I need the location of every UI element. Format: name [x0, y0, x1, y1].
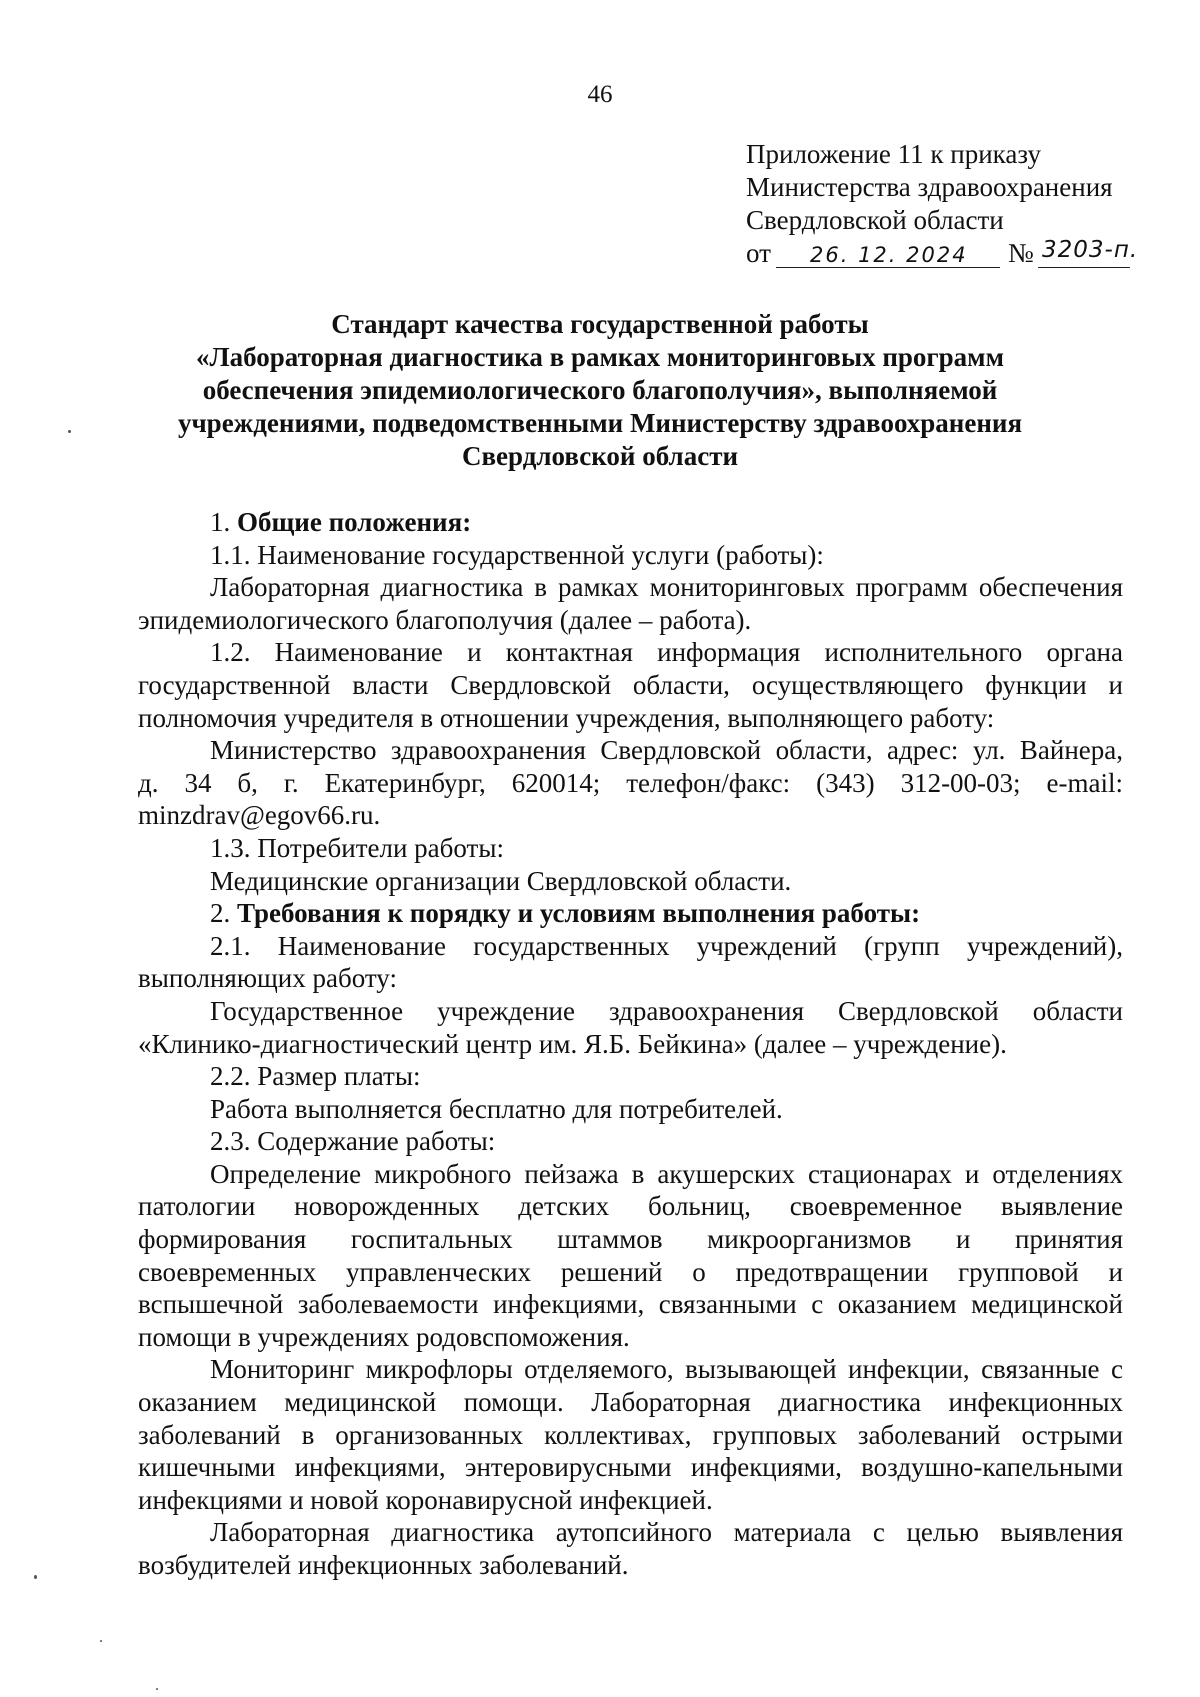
content-p1-line-6: помощи в учреждениях родовспоможения.: [138, 1321, 630, 1352]
section-2-heading: [138, 897, 1123, 930]
title-line-1: Стандарт качества государственной работы: [331, 309, 869, 339]
content-p3-line-1: Лабораторная диагностика аутопсийного материала с целью выявления: [210, 1517, 1123, 1548]
section-2-title: Требования к порядку и условиям выполнения работы:: [237, 898, 921, 929]
content-p3-line-2: возбудителей инфекционных заболеваний.: [138, 1550, 629, 1580]
item-1-2-line-1: 1.2. Наименование и контактная информация исполнительного органа: [210, 637, 1123, 668]
item-2-2-text: Работа выполняется бесплатно для потребителей.: [210, 1093, 783, 1124]
appendix-line-2: Министерства здравоохранения: [746, 172, 1113, 202]
content-p2-line-5: инфекциями и новой коронавирусной инфекцией.: [138, 1484, 713, 1515]
contact-line-1: Министерство здравоохранения Свердловской области, адрес: ул. Вайнера,: [210, 735, 1123, 766]
order-date: 26. 12. 2024: [810, 243, 968, 267]
content-p2-line-1: Мониторинг микрофлоры отделяемого, вызывающей инфекции, связанные с: [210, 1354, 1123, 1385]
content-p1-line-5: вспышечной заболеваемости инфекциями, связанными с оказанием медицинской: [138, 1289, 1123, 1320]
content-p1-line-2: патологии новорожденных детских больниц, своевременное выявление: [138, 1191, 1123, 1222]
scan-speck: [68, 430, 71, 433]
title-line-3: обеспечения эпидемиологического благополучия», выполняемой: [202, 375, 998, 405]
item-1-1-heading: 1.1. Наименование государственной услуги (работы):: [210, 539, 824, 570]
content-p2-line-2: оказанием медицинской помощи. Лабораторная диагностика инфекционных: [138, 1387, 1123, 1418]
scan-speck: [156, 1688, 158, 1690]
scan-speck: [34, 1575, 37, 1579]
item-2-1-line-2: выполняющих работу:: [138, 963, 397, 994]
item-1-1-text-line-2: эпидемиологического благополучия (далее – работа).: [138, 604, 752, 635]
section-1-title: Общие положения:: [237, 507, 472, 537]
item-2-3-heading: 2.3. Содержание работы:: [210, 1126, 496, 1157]
item-1-3-text: Медицинские организации Свердловской области.: [210, 865, 792, 896]
content-p1-line-4: своевременных управленческих решений о предотвращении групповой и: [138, 1256, 1123, 1287]
from-label: от: [746, 238, 771, 268]
item-2-2-heading: 2.2. Размер платы:: [210, 1061, 421, 1092]
appendix-line-1: Приложение 11 к приказу: [746, 139, 1041, 169]
scan-speck: [100, 1640, 102, 1642]
title-line-5: Свердловской области: [461, 441, 739, 471]
contact-line-2: д. 34 б, г. Екатеринбург, 620014; телефон/факс: (343) 312-00-03; e-mail:: [138, 767, 1123, 798]
content-p2-line-3: заболеваний в организованных коллективах, групповых заболеваний острыми: [138, 1419, 1123, 1450]
item-1-1-text-line-1: Лабораторная диагностика в рамках мониторинговых программ обеспечения: [210, 572, 1123, 603]
appendix-block: [746, 138, 1139, 270]
title-line-4: учреждениями, подведомственными Министерству здравоохранения: [177, 408, 1023, 438]
section-1-heading: [138, 506, 1123, 539]
content-p1-line-3: формирования госпитальных штаммов микроорганизмов и принятия: [138, 1224, 1123, 1255]
item-2-1-text-line-1: Государственное учреждение здравоохранения Свердловской области: [210, 995, 1123, 1026]
content-p1-line-1: Определение микробного пейзажа в акушерских стационарах и отделениях: [210, 1158, 1123, 1189]
title-line-2: «Лабораторная диагностика в рамках мониторинговых программ: [196, 342, 1004, 372]
order-date-number-line: [746, 237, 1139, 270]
content-p2-line-4: кишечными инфекциями, энтеровирусными инфекциями, воздушно-капельными: [138, 1452, 1123, 1483]
item-1-3-heading: 1.3. Потребители работы:: [210, 832, 504, 863]
item-1-2-line-2: государственной власти Свердловской области, осуществляющего функции и: [138, 669, 1123, 700]
appendix-line-3: Свердловской области: [746, 205, 1004, 235]
item-2-1-text-line-2: «Клинико-диагностический центр им. Я.Б. Бейкина» (далее – учреждение).: [138, 1028, 1007, 1059]
order-number: 3203-п.: [1042, 237, 1139, 263]
contact-email: minzdrav@egov66.ru.: [138, 800, 381, 831]
item-2-1-line-1: 2.1. Наименование государственных учреждений (групп учреждений),: [210, 930, 1123, 961]
page-number: 46: [587, 81, 613, 108]
document-title: [120, 308, 1080, 473]
section-1-number: 1.: [210, 507, 231, 537]
section-2-number: 2.: [210, 898, 231, 929]
document-body: [138, 506, 1123, 1582]
item-1-2-line-3: полномочия учредителя в отношении учреждения, выполняющего работу:: [138, 702, 995, 733]
number-label: №: [1008, 238, 1034, 268]
